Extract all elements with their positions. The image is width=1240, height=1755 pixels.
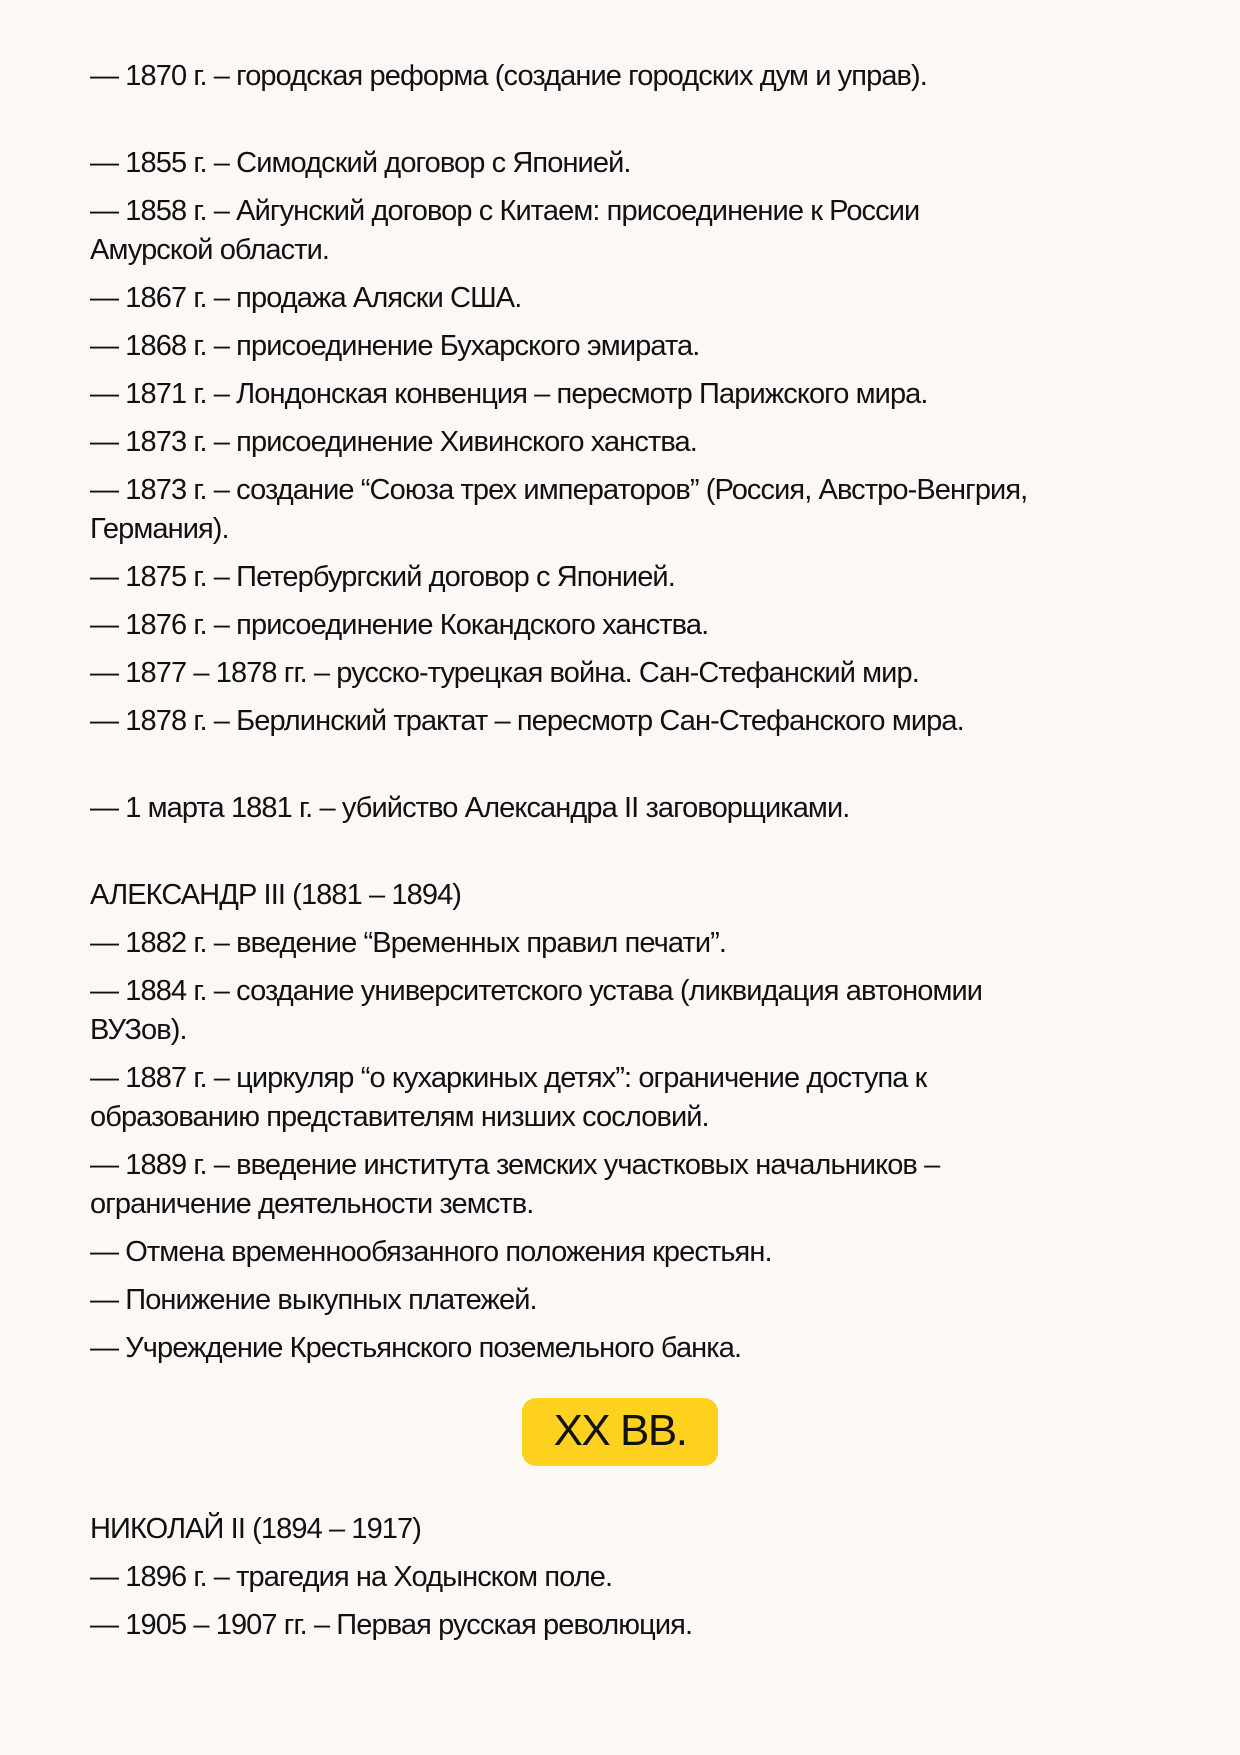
century-badge: XX ВВ.: [522, 1398, 719, 1466]
event-line: — 1882 г. – введение “Временных правил печати”.: [90, 927, 727, 959]
event-line: — 1884 г. – создание университетского устава (ликвидация автономии ВУЗов).: [90, 975, 983, 1046]
century-badge-wrapper: [90, 1398, 1150, 1466]
event-line: — 1896 г. – трагедия на Ходынском поле.: [90, 1561, 613, 1593]
event-line: — Понижение выкупных платежей.: [90, 1284, 537, 1316]
event-line: — 1867 г. – продажа Аляски США.: [90, 282, 522, 314]
event-line: — 1875 г. – Петербургский договор с Японией.: [90, 561, 675, 593]
event-line: — 1877 – 1878 гг. – русско-турецкая война. Сан-Стефанский мир.: [90, 657, 919, 689]
event-line: — 1889 г. – введение института земских участковых начальников – ограничение деятельности земств.: [90, 1149, 940, 1220]
event-line: — Учреждение Крестьянского поземельного банка.: [90, 1332, 742, 1364]
event-line: — 1876 г. – присоединение Кокандского ханства.: [90, 609, 709, 641]
document-content: [90, 57, 1170, 1654]
event-line: — 1868 г. – присоединение Бухарского эмирата.: [90, 330, 700, 362]
event-line: — 1878 г. – Берлинский трактат – пересмотр Сан-Стефанского мира.: [90, 705, 964, 737]
event-line: — Отмена временнообязанного положения крестьян.: [90, 1236, 772, 1268]
event-line: — 1905 – 1907 гг. – Первая русская революция.: [90, 1609, 693, 1641]
section-heading-alexander-iii: АЛЕКСАНДР III (1881 – 1894): [90, 879, 462, 911]
event-line: — 1873 г. – создание “Союза трех императоров” (Россия, Австро-Венгрия, Германия).: [90, 474, 1028, 545]
event-line: — 1873 г. – присоединение Хивинского ханства.: [90, 426, 697, 458]
section-heading-nicholas-ii: НИКОЛАЙ II (1894 – 1917): [90, 1513, 422, 1545]
event-line: — 1887 г. – циркуляр “о кухаркиных детях”: ограничение доступа к образованию представителям низших сословий.: [90, 1062, 927, 1133]
event-line: — 1 марта 1881 г. – убийство Александра II заговорщиками.: [90, 792, 850, 824]
event-line: — 1855 г. – Симодский договор с Японией.: [90, 147, 631, 179]
event-line: — 1870 г. – городская реформа (создание городских дум и управ).: [90, 60, 927, 92]
event-line: — 1871 г. – Лондонская конвенция – пересмотр Парижского мира.: [90, 378, 928, 410]
event-line: — 1858 г. – Айгунский договор с Китаем: присоединение к России Амурской области.: [90, 195, 920, 266]
